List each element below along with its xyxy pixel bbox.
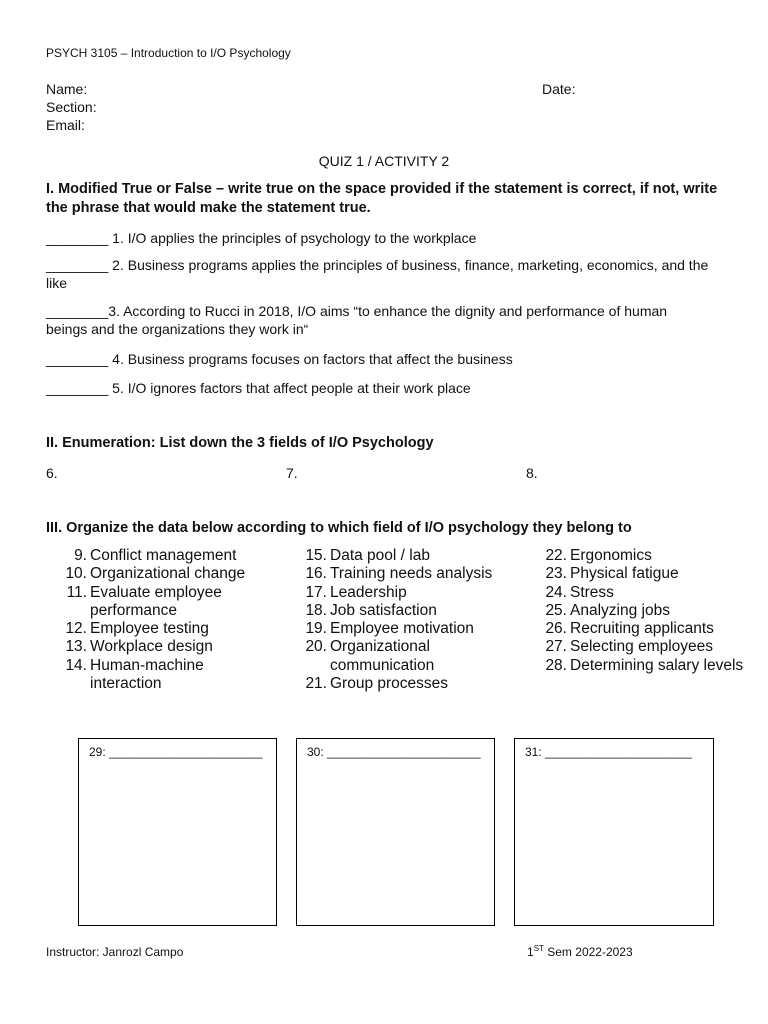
list-item: 11. Evaluate employee performance bbox=[66, 583, 222, 619]
list-column-2 bbox=[305, 547, 505, 693]
quiz-title: QUIZ 1 / ACTIVITY 2 bbox=[318, 153, 450, 169]
list-item: 9. Conflict management bbox=[74, 547, 237, 564]
enum-blank-6: 6. bbox=[46, 465, 58, 481]
tf-item-2: ________ 2. Business programs applies the principles of business, finance, marketing, economics, and the like bbox=[46, 257, 709, 291]
list-item: 23. Physical fatigue bbox=[545, 565, 679, 583]
list-item: 26. Recruiting applicants bbox=[545, 620, 714, 638]
list-item: 21. Group processes bbox=[305, 675, 449, 693]
instructor: Instructor: Janrozl Campo bbox=[46, 945, 184, 959]
list-item: 28. Determining salary levels bbox=[545, 656, 744, 674]
course-title: PSYCH 3105 – Introduction to I/O Psychology bbox=[46, 46, 291, 60]
list-item: 12. Employee testing bbox=[65, 620, 209, 638]
list-item: 16. Training needs analysis bbox=[305, 565, 493, 583]
tf-item-3: ________3. According to Rucci in 2018, I/O aims “to enhance the dignity and performance of human beings and the organizations they work in“ bbox=[46, 303, 668, 337]
list-item: 20. Organizational communication bbox=[305, 638, 435, 674]
part2-heading: II. Enumeration: List down the 3 fields of I/O Psychology bbox=[46, 435, 434, 451]
answer-box-30[interactable] bbox=[296, 738, 495, 926]
answer-box-31[interactable] bbox=[514, 738, 714, 926]
section-label: Section: bbox=[46, 99, 97, 115]
tf-item-4: ________ 4. Business programs focuses on factors that affect the business bbox=[46, 351, 513, 367]
list-item: 18. Job satisfaction bbox=[305, 601, 437, 619]
list-item: 15. Data pool / lab bbox=[305, 547, 430, 564]
list-item: 22. Ergonomics bbox=[545, 547, 652, 564]
tf-item-1: ________ 1. I/O applies the principles of psychology to the workplace bbox=[46, 230, 477, 246]
list-item: 27. Selecting employees bbox=[545, 638, 714, 656]
list-column-3 bbox=[545, 547, 750, 675]
date-label: Date: bbox=[542, 81, 576, 97]
answer-box-label: 29: _______________________ bbox=[89, 745, 263, 759]
part3-heading: III. Organize the data below according to which field of I/O psychology they belong to bbox=[46, 520, 632, 536]
list-item: 25. Analyzing jobs bbox=[545, 601, 670, 619]
list-item: 13. Workplace design bbox=[65, 638, 213, 656]
name-label: Name: bbox=[46, 81, 88, 97]
answer-box-29[interactable] bbox=[78, 738, 277, 926]
list-item: 10. Organizational change bbox=[65, 565, 246, 583]
list-column-1 bbox=[65, 547, 265, 693]
list-item: 17. Leadership bbox=[305, 583, 407, 601]
tf-item-5: ________ 5. I/O ignores factors that affect people at their work place bbox=[46, 380, 471, 396]
enum-blank-7: 7. bbox=[286, 465, 298, 481]
list-item: 24. Stress bbox=[545, 583, 614, 601]
list-item: 14. Human-machine interaction bbox=[65, 656, 204, 693]
semester: 1ST Sem 2022-2023 bbox=[527, 944, 633, 959]
enum-blank-8: 8. bbox=[526, 465, 538, 481]
answer-box-label: 31: ______________________ bbox=[525, 745, 692, 759]
part1-heading: I. Modified True or False – write true on the space provided if the statement is correct, if not, write the phrase that would make the statement true. bbox=[46, 181, 718, 216]
email-label: Email: bbox=[46, 117, 85, 133]
answer-box-label: 30: _______________________ bbox=[307, 745, 481, 759]
list-item: 19. Employee motivation bbox=[305, 620, 474, 638]
